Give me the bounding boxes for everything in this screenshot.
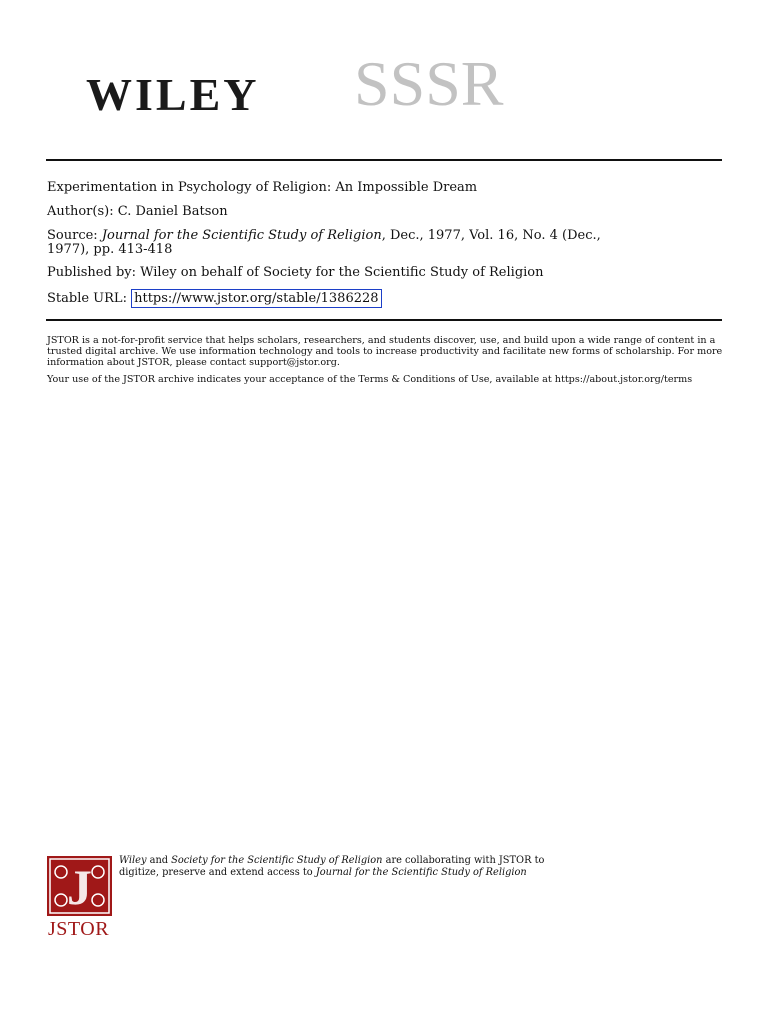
article-source: Source: Journal for the Scientific Study of Religion, Dec., 1977, Vol. 16, No. 4 (Dec.,: [47, 228, 601, 243]
article-title: Experimentation in Psychology of Religion: An Impossible Dream: [47, 180, 478, 195]
svg-text:J: J: [67, 859, 92, 915]
jstor-wordmark: JSTOR: [48, 918, 110, 940]
article-authors: Author(s): C. Daniel Batson: [47, 204, 228, 219]
article-publisher: Published by: Wiley on behalf of Society for the Scientific Study of Religion: [47, 265, 544, 280]
middle-divider: [46, 319, 722, 321]
notice-paragraph-1: JSTOR is a not-for-profit service that helps scholars, researchers, and students discover, use, and build upon a wide range of content in a trusted digital archive. We use information technology and tools to increase productivity and facilitate new forms of scholarship. For more information about JSTOR, please contact support@jstor.org.: [47, 335, 723, 368]
top-divider: [46, 159, 722, 161]
stable-url-link[interactable]: https://www.jstor.org/stable/1386228: [131, 289, 381, 308]
jstor-emblem-icon: [47, 856, 112, 916]
wiley-logo: WILEY: [86, 69, 260, 120]
journal-name: Journal for the Scientific Study of Religion: [101, 228, 382, 243]
sssr-logo: SSSR: [354, 48, 504, 119]
collaboration-statement: Wiley and Society for the Scientific Study of Religion are collaborating with JSTOR to digitize, preserve and extend access to Journal for the Scientific Study of Religion: [119, 855, 545, 878]
article-source-cont: 1977), pp. 413-418: [47, 242, 173, 257]
jstor-notice: [47, 335, 723, 385]
notice-paragraph-2: Your use of the JSTOR archive indicates your acceptance of the Terms & Conditions of Use, available at https://about.jstor.org/terms: [47, 374, 693, 385]
article-stable-url: Stable URL: https://www.jstor.org/stable/1386228: [47, 289, 382, 308]
